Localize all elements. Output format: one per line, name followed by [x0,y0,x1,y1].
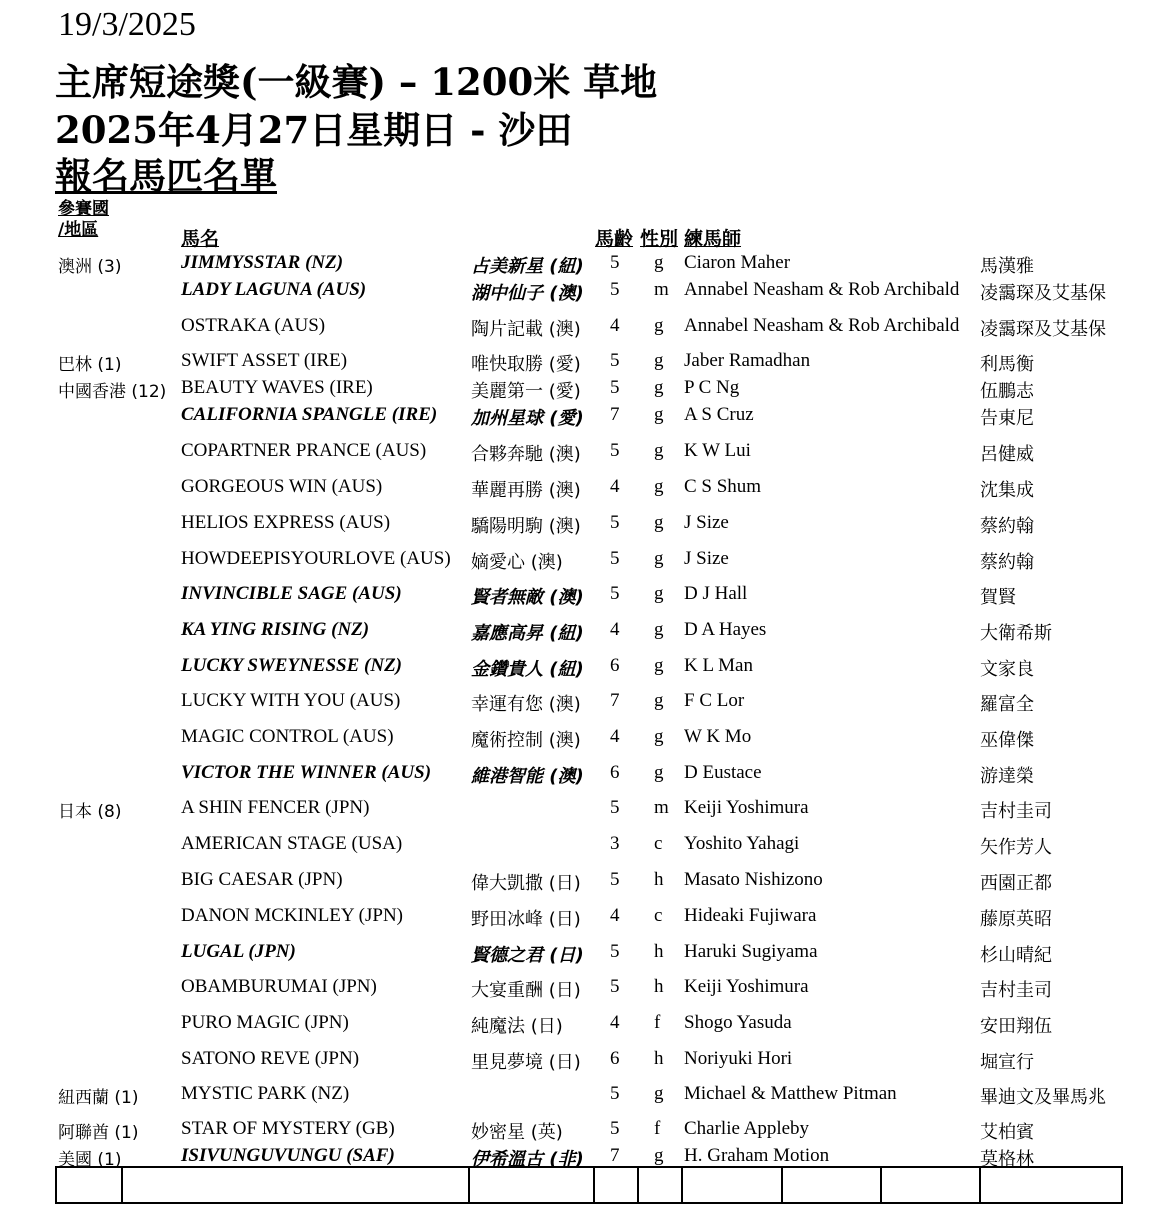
horse-chinese-name: 偉大凱撒 (日) [471,873,581,894]
empty-cell [123,1168,470,1202]
horse-chinese-name: 湖中仙子 (澳) [471,283,584,304]
horse-name: LADY LAGUNA (AUS) [181,279,367,300]
horse-chinese-name: 驕陽明駒 (澳) [471,516,581,537]
trainer-name: C S Shum [684,476,762,497]
table-row [0,583,1170,611]
column-header-horse: 馬名 [181,228,220,250]
horse-name: AMERICAN STAGE (USA) [181,833,403,854]
horse-sex: g [654,377,664,398]
table-row [0,440,1170,468]
horse-chinese-name: 魔術控制 (澳) [471,730,581,751]
horse-age: 7 [610,690,620,711]
horse-age: 5 [610,350,620,371]
horse-age: 5 [610,797,620,818]
horse-name: PURO MAGIC (JPN) [181,1012,349,1033]
horse-age: 5 [610,941,620,962]
trainer-chinese-name: 吉村圭司 [980,980,1052,1001]
horse-name: LUCKY SWEYNESSE (NZ) [181,655,402,676]
table-row [0,762,1170,790]
horse-age: 6 [610,655,620,676]
horse-chinese-name: 里見夢境 (日) [471,1052,581,1073]
empty-cell [470,1168,595,1202]
trainer-chinese-name: 堀宣行 [980,1052,1034,1073]
trainer-chinese-name: 吉村圭司 [980,801,1052,822]
horse-chinese-name: 唯快取勝 (愛) [471,354,581,375]
horse-sex: g [654,476,664,497]
trainer-chinese-name: 凌靄琛及艾基保 [980,283,1106,304]
horse-age: 5 [610,1118,620,1139]
trainer-chinese-name: 賀賢 [980,587,1016,608]
horse-name: HELIOS EXPRESS (AUS) [181,512,391,533]
trainer-name: Yoshito Yahagi [684,833,800,854]
trainer-chinese-name: 蔡約翰 [980,552,1034,573]
horse-age: 5 [610,548,620,569]
horse-age: 4 [610,619,620,640]
horse-age: 4 [610,1012,620,1033]
horse-sex: g [654,512,664,533]
horse-name: COPARTNER PRANCE (AUS) [181,440,427,461]
horse-age: 5 [610,976,620,997]
horse-name: BEAUTY WAVES (IRE) [181,377,373,398]
trainer-name: Michael & Matthew Pitman [684,1083,897,1104]
table-row [0,690,1170,718]
column-header-region: /地區 [58,220,99,240]
horse-chinese-name: 大宴重酬 (日) [471,980,581,1001]
horse-age: 6 [610,1048,620,1069]
horse-age: 4 [610,315,620,336]
horse-country: 紐西蘭 (1) [58,1088,139,1108]
horse-name: HOWDEEPISYOURLOVE (AUS) [181,548,451,569]
horse-age: 4 [610,905,620,926]
trainer-chinese-name: 杉山晴紀 [980,945,1052,966]
trainer-name: Annabel Neasham & Rob Archibald [684,279,960,300]
table-row [0,377,1170,405]
horse-chinese-name: 賢者無敵 (澳) [471,587,584,608]
horse-chinese-name: 野田冰峰 (日) [471,909,581,930]
table-row [0,476,1170,504]
race-date-venue: 2025年4月27日星期日 - 沙田 [55,108,573,152]
table-row [0,548,1170,576]
horse-sex: m [654,279,669,300]
trainer-chinese-name: 巫偉傑 [980,730,1034,751]
empty-cell [639,1168,683,1202]
trainer-chinese-name: 文家良 [980,659,1034,680]
horse-sex: f [654,1118,661,1139]
horse-sex: m [654,797,669,818]
horse-chinese-name: 維港智能 (澳) [471,766,584,787]
horse-name: LUCKY WITH YOU (AUS) [181,690,401,711]
trainer-chinese-name: 安田翔伍 [980,1016,1052,1037]
trainer-chinese-name: 馬漢雅 [980,256,1034,277]
trainer-name: Shogo Yasuda [684,1012,792,1033]
horse-chinese-name: 合夥奔馳 (澳) [471,444,581,465]
horse-age: 5 [610,1083,620,1104]
trainer-name: W K Mo [684,726,752,747]
horse-sex: g [654,726,664,747]
trainer-name: Jaber Ramadhan [684,350,811,371]
entries-list-title: 報名馬匹名單 [55,154,277,198]
trainer-name: D J Hall [684,583,748,604]
horse-chinese-name: 幸運有您 (澳) [471,694,581,715]
trainer-name: K L Man [684,655,753,676]
table-row [0,404,1170,432]
horse-sex: g [654,252,664,273]
horse-sex: g [654,583,664,604]
horse-name: JIMMYSSTAR (NZ) [181,252,344,273]
horse-sex: g [654,1083,664,1104]
horse-country: 巴林 (1) [58,355,122,375]
horse-sex: g [654,440,664,461]
horse-sex: g [654,404,664,425]
horse-chinese-name: 陶片記載 (澳) [471,319,581,340]
horse-sex: f [654,1012,661,1033]
empty-cell [595,1168,639,1202]
horse-chinese-name: 妙密星 (英) [471,1122,563,1143]
horse-chinese-name: 伊希溫古 (非) [471,1149,584,1170]
table-row [0,1012,1170,1040]
trainer-chinese-name: 告東尼 [980,408,1034,429]
trainer-name: D Eustace [684,762,762,783]
trainer-name: Keiji Yoshimura [684,797,809,818]
table-row [0,905,1170,933]
trainer-name: Keiji Yoshimura [684,976,809,997]
table-row [0,350,1170,378]
horse-name: MYSTIC PARK (NZ) [181,1083,350,1104]
horse-sex: h [654,976,664,997]
column-header-country: 參賽國 [58,199,109,219]
trainer-name: J Size [684,512,729,533]
trainer-name: H. Graham Motion [684,1145,830,1166]
horse-sex: g [654,690,664,711]
table-row [0,619,1170,647]
trainer-chinese-name: 凌靄琛及艾基保 [980,319,1106,340]
trainer-name: A S Cruz [684,404,754,425]
horse-sex: g [654,548,664,569]
horse-country: 美國 (1) [58,1150,122,1170]
horse-age: 7 [610,1145,620,1166]
trainer-name: K W Lui [684,440,751,461]
trainer-chinese-name: 蔡約翰 [980,516,1034,537]
horse-name: CALIFORNIA SPANGLE (IRE) [181,404,438,425]
empty-cell [683,1168,783,1202]
horse-age: 7 [610,404,620,425]
table-row [0,512,1170,540]
table-row [0,252,1170,280]
trainer-name: P C Ng [684,377,740,398]
empty-table-row [55,1166,1123,1204]
horse-sex: h [654,941,664,962]
trainer-name: Ciaron Maher [684,252,791,273]
horse-age: 3 [610,833,620,854]
trainer-name: J Size [684,548,729,569]
column-header-age: 馬齡 [595,228,634,250]
trainer-name: Annabel Neasham & Rob Archibald [684,315,960,336]
horse-name: SATONO REVE (JPN) [181,1048,360,1069]
horse-chinese-name: 加州星球 (愛) [471,408,584,429]
trainer-chinese-name: 羅富全 [980,694,1034,715]
horse-sex: g [654,655,664,676]
race-title: 主席短途獎(一級賽) – 1200米 草地 [55,60,658,104]
horse-sex: g [654,350,664,371]
trainer-name: Noriyuki Hori [684,1048,793,1069]
trainer-chinese-name: 呂健威 [980,444,1034,465]
horse-chinese-name: 純魔法 (日) [471,1016,563,1037]
horse-chinese-name: 嘉應高昇 (紐) [471,623,584,644]
horse-chinese-name: 金鑽貴人 (紐) [471,659,584,680]
horse-sex: g [654,619,664,640]
trainer-chinese-name: 西園正都 [980,873,1052,894]
table-row [0,833,1170,861]
horse-chinese-name: 美麗第一 (愛) [471,381,581,402]
horse-age: 5 [610,512,620,533]
trainer-name: F C Lor [684,690,745,711]
horse-age: 4 [610,726,620,747]
table-row [0,976,1170,1004]
document-date: 19/3/2025 [58,6,196,43]
table-row [0,941,1170,969]
horse-name: VICTOR THE WINNER (AUS) [181,762,432,783]
horse-sex: c [654,833,663,854]
horse-name: OBAMBURUMAI (JPN) [181,976,377,997]
trainer-chinese-name: 艾柏賓 [980,1122,1034,1143]
horse-name: MAGIC CONTROL (AUS) [181,726,394,747]
empty-cell [57,1168,123,1202]
horse-name: A SHIN FENCER (JPN) [181,797,370,818]
trainer-name: Haruki Sugiyama [684,941,818,962]
trainer-name: Masato Nishizono [684,869,823,890]
horse-age: 5 [610,869,620,890]
horse-sex: c [654,905,663,926]
trainer-chinese-name: 伍鵬志 [980,381,1034,402]
horse-name: INVINCIBLE SAGE (AUS) [181,583,402,604]
horse-sex: h [654,1048,664,1069]
horse-age: 5 [610,377,620,398]
horse-chinese-name: 占美新星 (紐) [471,256,584,277]
horse-chinese-name: 嫡愛心 (澳) [471,552,563,573]
trainer-chinese-name: 沈集成 [980,480,1034,501]
horse-country: 日本 (8) [58,802,122,822]
table-row [0,1083,1170,1111]
horse-sex: g [654,1145,664,1166]
table-row [0,315,1170,343]
horse-country: 阿聯酋 (1) [58,1123,139,1143]
trainer-chinese-name: 游達榮 [980,766,1034,787]
table-row [0,1118,1170,1146]
trainer-chinese-name: 利馬衡 [980,354,1034,375]
table-row [0,797,1170,825]
horse-name: BIG CAESAR (JPN) [181,869,343,890]
horse-name: STAR OF MYSTERY (GB) [181,1118,395,1139]
trainer-chinese-name: 藤原英昭 [980,909,1052,930]
horse-sex: h [654,869,664,890]
trainer-chinese-name: 矢作芳人 [980,837,1052,858]
horse-name: ISIVUNGUVUNGU (SAF) [181,1145,395,1166]
trainer-chinese-name: 畢迪文及畢馬兆 [980,1087,1106,1108]
table-row [0,869,1170,897]
trainer-name: Hideaki Fujiwara [684,905,817,926]
horse-name: SWIFT ASSET (IRE) [181,350,348,371]
trainer-name: D A Hayes [684,619,767,640]
horse-age: 4 [610,476,620,497]
horse-chinese-name: 華麗再勝 (澳) [471,480,581,501]
horse-age: 5 [610,279,620,300]
horse-age: 5 [610,440,620,461]
horse-sex: g [654,762,664,783]
horse-country: 澳洲 (3) [58,257,122,277]
table-row [0,279,1170,307]
trainer-chinese-name: 大衛希斯 [980,623,1052,644]
horse-age: 6 [610,762,620,783]
empty-cell [981,1168,1121,1202]
horse-name: LUGAL (JPN) [181,941,296,962]
horse-sex: g [654,315,664,336]
table-row [0,655,1170,683]
column-header-trainer: 練馬師 [684,228,742,250]
horse-name: GORGEOUS WIN (AUS) [181,476,383,497]
table-row [0,1048,1170,1076]
empty-cell [783,1168,882,1202]
table-row [0,726,1170,754]
horse-name: KA YING RISING (NZ) [181,619,370,640]
horse-chinese-name: 賢德之君 (日) [471,945,584,966]
horse-name: DANON MCKINLEY (JPN) [181,905,404,926]
horse-name: OSTRAKA (AUS) [181,315,326,336]
trainer-name: Charlie Appleby [684,1118,810,1139]
horse-age: 5 [610,583,620,604]
empty-cell [882,1168,981,1202]
horse-country: 中國香港 (12) [58,382,167,402]
horse-age: 5 [610,252,620,273]
trainer-chinese-name: 莫格林 [980,1149,1034,1170]
column-header-sex: 性別 [640,228,679,250]
